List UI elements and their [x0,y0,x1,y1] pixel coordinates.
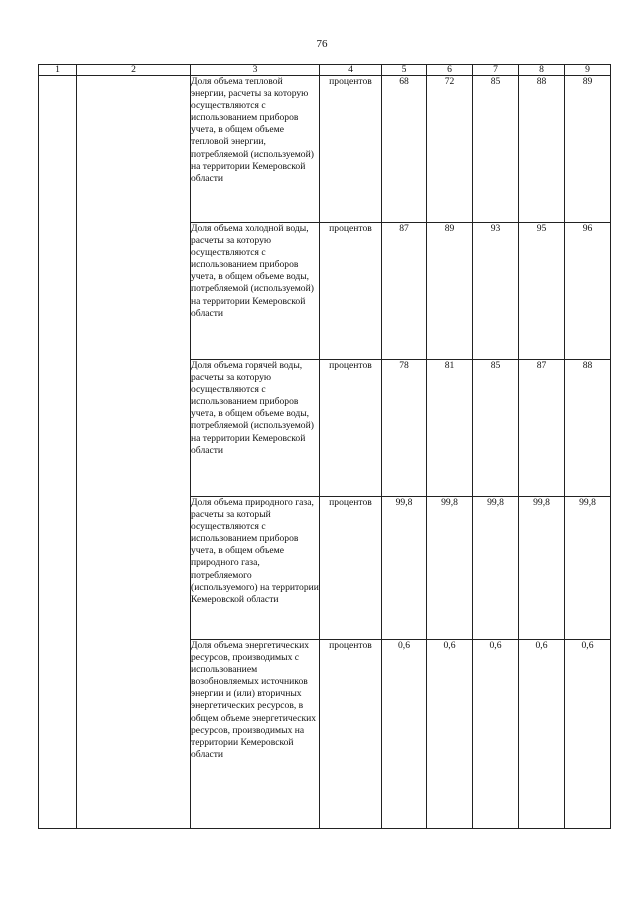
value-cell: 68 [382,76,427,223]
value-cell: 88 [565,360,611,497]
value-cell: 0,6 [473,640,519,829]
value-cell: 96 [565,223,611,360]
value-cell: 0,6 [519,640,565,829]
unit-cell: процентов [320,497,382,640]
value-cell: 0,6 [427,640,473,829]
indicator-description-cell [191,640,320,829]
unit-cell: процентов [320,360,382,497]
table-row [39,76,611,223]
page-number: 76 [316,38,328,50]
indicator-description: Доля объема тепловой энергии, расчеты за которую осуществляются с использованием приборов учета, в общем объеме тепловой энергии, потребляемой (используемой) на территории Кемеровской области [191,76,314,184]
indicator-description-cell [191,360,320,497]
column-header: 4 [320,65,382,76]
value-cell: 89 [565,76,611,223]
value-cell: 88 [519,76,565,223]
indicator-description: Доля объема горячей воды, расчеты за которую осуществляются с использованием приборов учета, в общем объеме воды, потребляемой (используемой) на территории Кемеровской области [191,360,314,456]
indicator-description: Доля объема холодной воды, расчеты за которую осуществляются с использованием приборов учета, в общем объеме воды, потребляемой (используемой) на территории Кемеровской области [191,223,314,319]
column-header: 9 [565,65,611,76]
value-cell: 99,8 [382,497,427,640]
column-header: 8 [519,65,565,76]
value-cell: 87 [519,360,565,497]
column-header: 6 [427,65,473,76]
column-header: 3 [191,65,320,76]
value-cell: 85 [473,76,519,223]
column-header: 1 [39,65,77,76]
value-cell: 85 [473,360,519,497]
value-cell: 99,8 [427,497,473,640]
column-1-cell [39,76,77,829]
value-cell: 99,8 [565,497,611,640]
indicator-description-cell [191,223,320,360]
value-cell: 99,8 [519,497,565,640]
value-cell: 99,8 [473,497,519,640]
unit-cell: процентов [320,223,382,360]
indicator-description: Доля объема энергетических ресурсов, производимых с использованием возобновляемых источников энергии и (или) вторичных энергетических ресурсов, в общем объеме энергетических ресурсов, производимых на территории Кемеровской области [191,640,317,760]
value-cell: 93 [473,223,519,360]
value-cell: 87 [382,223,427,360]
unit-cell: процентов [320,76,382,223]
value-cell: 0,6 [565,640,611,829]
indicator-description: Доля объема природного газа, расчеты за который осуществляются с использованием приборов учета, в общем объеме природного газа, потребляемого (используемого) на территории Кемеровской области [191,497,319,605]
value-cell: 95 [519,223,565,360]
value-cell: 89 [427,223,473,360]
value-cell: 78 [382,360,427,497]
column-header: 5 [382,65,427,76]
column-number-row [39,65,611,76]
value-cell: 81 [427,360,473,497]
column-header: 2 [77,65,191,76]
indicator-description-cell [191,76,320,223]
column-header: 7 [473,65,519,76]
value-cell: 72 [427,76,473,223]
column-2-cell [77,76,191,829]
unit-cell: процентов [320,640,382,829]
indicator-description-cell [191,497,320,640]
value-cell: 0,6 [382,640,427,829]
indicators-table [38,64,611,829]
